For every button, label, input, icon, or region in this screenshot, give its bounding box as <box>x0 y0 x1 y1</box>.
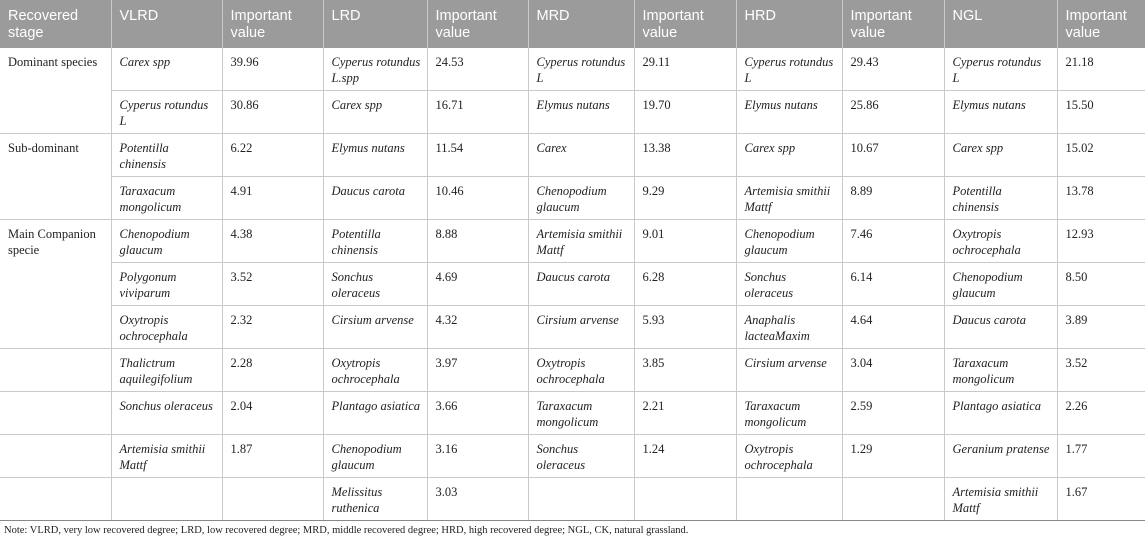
value-cell: 2.26 <box>1057 392 1145 435</box>
species-cell: Daucus carota <box>528 263 634 306</box>
value-cell: 30.86 <box>222 91 323 134</box>
value-cell: 3.97 <box>427 349 528 392</box>
species-cell: Melissitus ruthenica <box>323 478 427 521</box>
value-cell: 3.89 <box>1057 306 1145 349</box>
value-cell: 5.93 <box>634 306 736 349</box>
species-cell: Cyperus rotundus L.spp <box>323 48 427 91</box>
value-cell: 12.93 <box>1057 220 1145 263</box>
species-cell: Thalictrum aquilegifolium <box>111 349 222 392</box>
species-cell: Oxytropis ochrocephala <box>944 220 1057 263</box>
value-cell: 3.52 <box>222 263 323 306</box>
header-important-value: Important value <box>427 0 528 48</box>
species-cell: Plantago asiatica <box>944 392 1057 435</box>
header-important-value: Important value <box>842 0 944 48</box>
species-cell: Chenopodium glaucum <box>111 220 222 263</box>
value-cell: 11.54 <box>427 134 528 177</box>
species-cell: Taraxacum mongolicum <box>111 177 222 220</box>
species-cell: Sonchus oleraceus <box>528 435 634 478</box>
species-cell: Chenopodium glaucum <box>528 177 634 220</box>
species-cell: Elymus nutans <box>944 91 1057 134</box>
species-cell: Daucus carota <box>323 177 427 220</box>
species-cell: Taraxacum mongolicum <box>528 392 634 435</box>
header-mrd: MRD <box>528 0 634 48</box>
species-cell: Oxytropis ochrocephala <box>528 349 634 392</box>
value-cell: 4.91 <box>222 177 323 220</box>
species-cell: Elymus nutans <box>528 91 634 134</box>
header-important-value: Important value <box>222 0 323 48</box>
table-row <box>0 177 1145 220</box>
species-cell: Oxytropis ochrocephala <box>736 435 842 478</box>
species-cell: Taraxacum mongolicum <box>736 392 842 435</box>
species-cell: Daucus carota <box>944 306 1057 349</box>
species-cell: Taraxacum mongolicum <box>944 349 1057 392</box>
value-cell: 3.03 <box>427 478 528 521</box>
value-cell: 2.32 <box>222 306 323 349</box>
value-cell: 9.01 <box>634 220 736 263</box>
species-cell: Anaphalis lacteaMaxim <box>736 306 842 349</box>
value-cell: 4.38 <box>222 220 323 263</box>
species-cell: Carex spp <box>111 48 222 91</box>
table-row <box>0 134 1145 177</box>
species-cell: Cyperus rotundus L <box>736 48 842 91</box>
species-cell: Artemisia smithii Mattf <box>944 478 1057 521</box>
table-row <box>0 392 1145 435</box>
species-cell: Cirsium arvense <box>528 306 634 349</box>
stage-cell <box>0 478 111 521</box>
stage-cell: Sub-dominant <box>0 134 111 220</box>
species-cell: Oxytropis ochrocephala <box>323 349 427 392</box>
species-cell: Sonchus oleraceus <box>736 263 842 306</box>
header-important-value: Important value <box>634 0 736 48</box>
species-cell: Chenopodium glaucum <box>736 220 842 263</box>
species-cell: Artemisia smithii Mattf <box>736 177 842 220</box>
value-cell: 4.69 <box>427 263 528 306</box>
table-row <box>0 306 1145 349</box>
species-cell: Elymus nutans <box>323 134 427 177</box>
value-cell: 15.02 <box>1057 134 1145 177</box>
header-recovered-stage: Recovered stage <box>0 0 111 48</box>
species-cell: Potentilla chinensis <box>944 177 1057 220</box>
table-note: Note: VLRD, very low recovered degree; LRD, low recovered degree; MRD, middle recovered degree; HRD, high recovered degree; NGL, CK, natural grassland. <box>4 525 689 536</box>
value-cell: 1.24 <box>634 435 736 478</box>
species-cell: Sonchus oleraceus <box>111 392 222 435</box>
species-cell <box>111 478 222 521</box>
species-cell: Potentilla chinensis <box>111 134 222 177</box>
value-cell: 9.29 <box>634 177 736 220</box>
value-cell: 13.38 <box>634 134 736 177</box>
header-vlrd: VLRD <box>111 0 222 48</box>
species-cell: Chenopodium glaucum <box>944 263 1057 306</box>
header-lrd: LRD <box>323 0 427 48</box>
value-cell: 2.21 <box>634 392 736 435</box>
species-cell <box>736 478 842 521</box>
species-cell <box>528 478 634 521</box>
stage-cell: Main Companion specie <box>0 220 111 349</box>
value-cell: 8.88 <box>427 220 528 263</box>
value-cell: 3.85 <box>634 349 736 392</box>
species-cell: Cirsium arvense <box>736 349 842 392</box>
value-cell: 24.53 <box>427 48 528 91</box>
value-cell: 3.66 <box>427 392 528 435</box>
species-cell: Carex spp <box>944 134 1057 177</box>
value-cell: 6.22 <box>222 134 323 177</box>
value-cell: 21.18 <box>1057 48 1145 91</box>
value-cell: 16.71 <box>427 91 528 134</box>
value-cell: 13.78 <box>1057 177 1145 220</box>
species-cell: Carex spp <box>323 91 427 134</box>
table-row <box>0 349 1145 392</box>
table-row <box>0 91 1145 134</box>
species-cell: Elymus nutans <box>736 91 842 134</box>
value-cell: 1.67 <box>1057 478 1145 521</box>
species-cell: Cyperus rotundus L <box>944 48 1057 91</box>
table-row <box>0 48 1145 91</box>
value-cell <box>222 478 323 521</box>
table-row <box>0 263 1145 306</box>
value-cell: 1.87 <box>222 435 323 478</box>
value-cell: 2.28 <box>222 349 323 392</box>
value-cell: 4.64 <box>842 306 944 349</box>
value-cell: 2.59 <box>842 392 944 435</box>
table-row <box>0 478 1145 521</box>
value-cell: 39.96 <box>222 48 323 91</box>
table-row <box>0 220 1145 263</box>
value-cell: 10.67 <box>842 134 944 177</box>
species-cell: Cyperus rotundus L <box>528 48 634 91</box>
value-cell <box>634 478 736 521</box>
value-cell: 15.50 <box>1057 91 1145 134</box>
species-cell: Geranium pratense <box>944 435 1057 478</box>
species-cell: Potentilla chinensis <box>323 220 427 263</box>
species-cell: Carex spp <box>736 134 842 177</box>
value-cell: 19.70 <box>634 91 736 134</box>
species-cell: Cirsium arvense <box>323 306 427 349</box>
value-cell: 3.04 <box>842 349 944 392</box>
value-cell: 8.50 <box>1057 263 1145 306</box>
species-cell: Plantago asiatica <box>323 392 427 435</box>
species-cell: Artemisia smithii Mattf <box>528 220 634 263</box>
species-cell: Oxytropis ochrocephala <box>111 306 222 349</box>
header-ngl: NGL <box>944 0 1057 48</box>
value-cell: 3.16 <box>427 435 528 478</box>
species-cell: Chenopodium glaucum <box>323 435 427 478</box>
header-row <box>0 0 1145 48</box>
stage-cell <box>0 435 111 478</box>
value-cell: 1.77 <box>1057 435 1145 478</box>
value-cell: 2.04 <box>222 392 323 435</box>
value-cell: 10.46 <box>427 177 528 220</box>
species-cell: Polygonum viviparum <box>111 263 222 306</box>
value-cell <box>842 478 944 521</box>
table-row <box>0 435 1145 478</box>
stage-cell <box>0 349 111 392</box>
value-cell: 4.32 <box>427 306 528 349</box>
stage-cell <box>0 392 111 435</box>
species-cell: Sonchus oleraceus <box>323 263 427 306</box>
value-cell: 7.46 <box>842 220 944 263</box>
species-cell: Carex <box>528 134 634 177</box>
value-cell: 1.29 <box>842 435 944 478</box>
value-cell: 6.28 <box>634 263 736 306</box>
value-cell: 29.11 <box>634 48 736 91</box>
value-cell: 6.14 <box>842 263 944 306</box>
species-cell: Artemisia smithii Mattf <box>111 435 222 478</box>
header-hrd: HRD <box>736 0 842 48</box>
species-cell: Cyperus rotundus L <box>111 91 222 134</box>
value-cell: 29.43 <box>842 48 944 91</box>
stage-cell: Dominant species <box>0 48 111 134</box>
value-cell: 8.89 <box>842 177 944 220</box>
header-important-value: Important value <box>1057 0 1145 48</box>
value-cell: 3.52 <box>1057 349 1145 392</box>
value-cell: 25.86 <box>842 91 944 134</box>
